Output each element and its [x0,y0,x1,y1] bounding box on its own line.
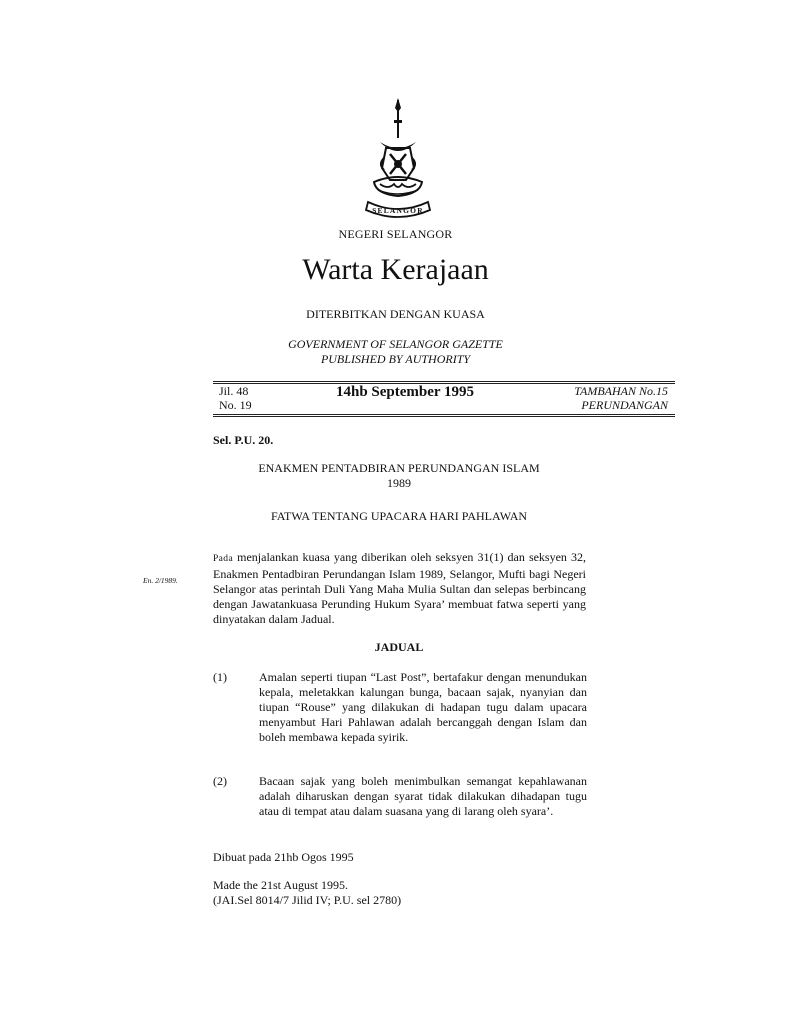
bottom-rule [213,414,675,415]
state-name: NEGERI SELANGOR [338,227,453,241]
act-title [213,461,585,491]
fatwa-title: FATWA TENTANG UPACARA HARI PAHLAWAN [270,509,528,523]
schedule-item-number: (1) [213,670,227,684]
act-title-line2: 1989 [387,476,411,490]
volume-number: Jil. 48 [219,384,249,398]
issue-date: 14hb September 1995 [336,384,475,400]
margin-note: En. 2/1989. [143,576,178,585]
supplement-block [574,384,668,412]
issue-volume-block [219,384,252,412]
made-date-english: Made the 21st August 1995. [213,878,348,892]
state-crest-logo [360,98,436,222]
intro-text: menjalankan kuasa yang diberikan oleh seksyen 31(1) dan seksyen 32, Enakmen Pentadbiran Perundangan Islam 1989, Selangor, Mufti bagi Negeri Selangor atas perintah Duli Yang Maha Mulia Sultan dan selepas berbincang dengan Jawatankuasa Perunding Hukum Syara’ membuat fatwa seperti yang dinyatakan dalam Jadual. [213,550,586,626]
gazette-masthead: Warta Kerajaan [302,253,489,286]
made-date-malay: Dibuat pada 21hb Ogos 1995 [213,850,354,864]
schedule-item-text: Bacaan sajak yang boleh menimbulkan semangat kepahlawanan adalah diharuskan dengan syarat tidak dilakukan dihadapan tugu atau di tempat atau dalam suasana yang di larang oleh syara’. [259,774,587,818]
authority-malay: DITERBITKAN DENGAN KUASA [306,307,485,321]
bottom-rule-inner [213,416,675,417]
authority-english [0,337,791,367]
supplement-category: PERUNDANGAN [581,398,668,412]
issue-number: No. 19 [219,398,252,412]
schedule-item-number: (2) [213,774,227,788]
file-reference: (JAI.Sel 8014/7 Jilid IV; P.U. sel 2780) [213,893,402,907]
top-rule [213,381,675,382]
schedule-heading: JADUAL [374,640,424,654]
act-title-line1: ENAKMEN PENTADBIRAN PERUNDANGAN ISLAM [258,461,540,475]
made-date-english-block [213,878,401,908]
intro-paragraph [213,550,586,627]
supplement-number: TAMBAHAN No.15 [574,384,668,398]
svg-text:SELANGOR: SELANGOR [372,206,424,215]
authority-english-line2: PUBLISHED BY AUTHORITY [320,352,471,366]
authority-english-line1: GOVERNMENT OF SELANGOR GAZETTE [288,337,503,351]
notice-reference: Sel. P.U. 20. [213,433,274,447]
schedule-item-text: Amalan seperti tiupan “Last Post”, bertafakur dengan menundukan kepala, meletakkan kalungan bunga, bacaan sajak, nyanyian dan tiupan “Rouse” yang dilakukan di hadapan tugu dalam upacara menyambut Hari Pahlawan adalah bercanggah dengan Islam dan boleh membawa kepada syirik. [259,670,587,744]
intro-smallcaps: Pada [213,554,234,564]
